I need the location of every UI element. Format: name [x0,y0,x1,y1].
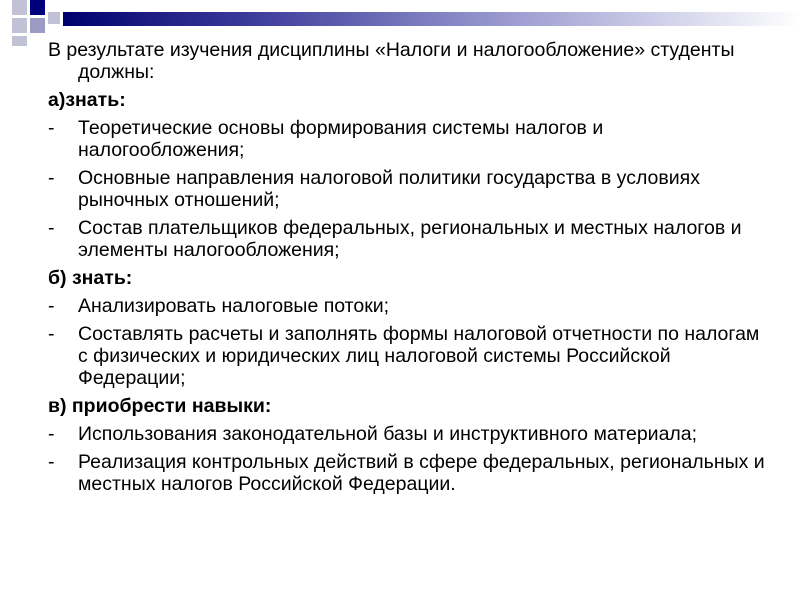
bullet-dash: - [48,451,55,473]
list-item [48,167,768,211]
bullet-dash: - [48,323,55,345]
list-item-text: Основные направления налоговой политики государства в условиях рыночных отношений; [78,167,700,211]
section-skills [48,395,768,495]
section-heading: б) знать: [48,267,133,289]
list-item-text: Реализация контрольных действий в сфере федеральных, региональных и местных налогов Российской Федерации. [78,451,765,495]
list-item-text: Состав плательщиков федеральных, региональных и местных налогов и элементы налогообложения; [78,217,742,261]
list-item-text: Составлять расчеты и заполнять формы налоговой отчетности по налогам с физических и юридических лиц налоговой системы Российской Федерации; [78,323,760,389]
list-item [48,323,768,389]
section-heading: а)знать: [48,89,126,111]
list-item-text: Теоретические основы формирования системы налогов и налогообложения; [78,117,604,161]
slide-body [48,39,768,501]
bullet-dash: - [48,167,55,189]
list-item [48,217,768,261]
bullet-dash: - [48,295,55,317]
bullet-dash: - [48,217,55,239]
list-item [48,451,768,495]
section-heading: в) приобрести навыки: [48,395,272,417]
section-know-b [48,267,768,389]
header-gradient-bar [63,12,800,26]
list-item-text: Использования законодательной базы и инструктивного материала; [78,423,698,445]
section-know-a [48,89,768,261]
decor-square [30,0,45,15]
decor-square [48,12,60,24]
list-item [48,117,768,161]
list-item-text: Анализировать налоговые потоки; [78,295,390,317]
bullet-dash: - [48,117,55,139]
decor-square [12,18,27,33]
intro-text: В результате изучения дисциплины «Налоги и налогообложение» студенты должны: [48,39,735,83]
decor-square [12,0,27,15]
decor-square [30,18,45,33]
decor-square [12,36,27,46]
list-item [48,295,768,317]
bullet-dash: - [48,423,55,445]
list-item [48,423,768,445]
